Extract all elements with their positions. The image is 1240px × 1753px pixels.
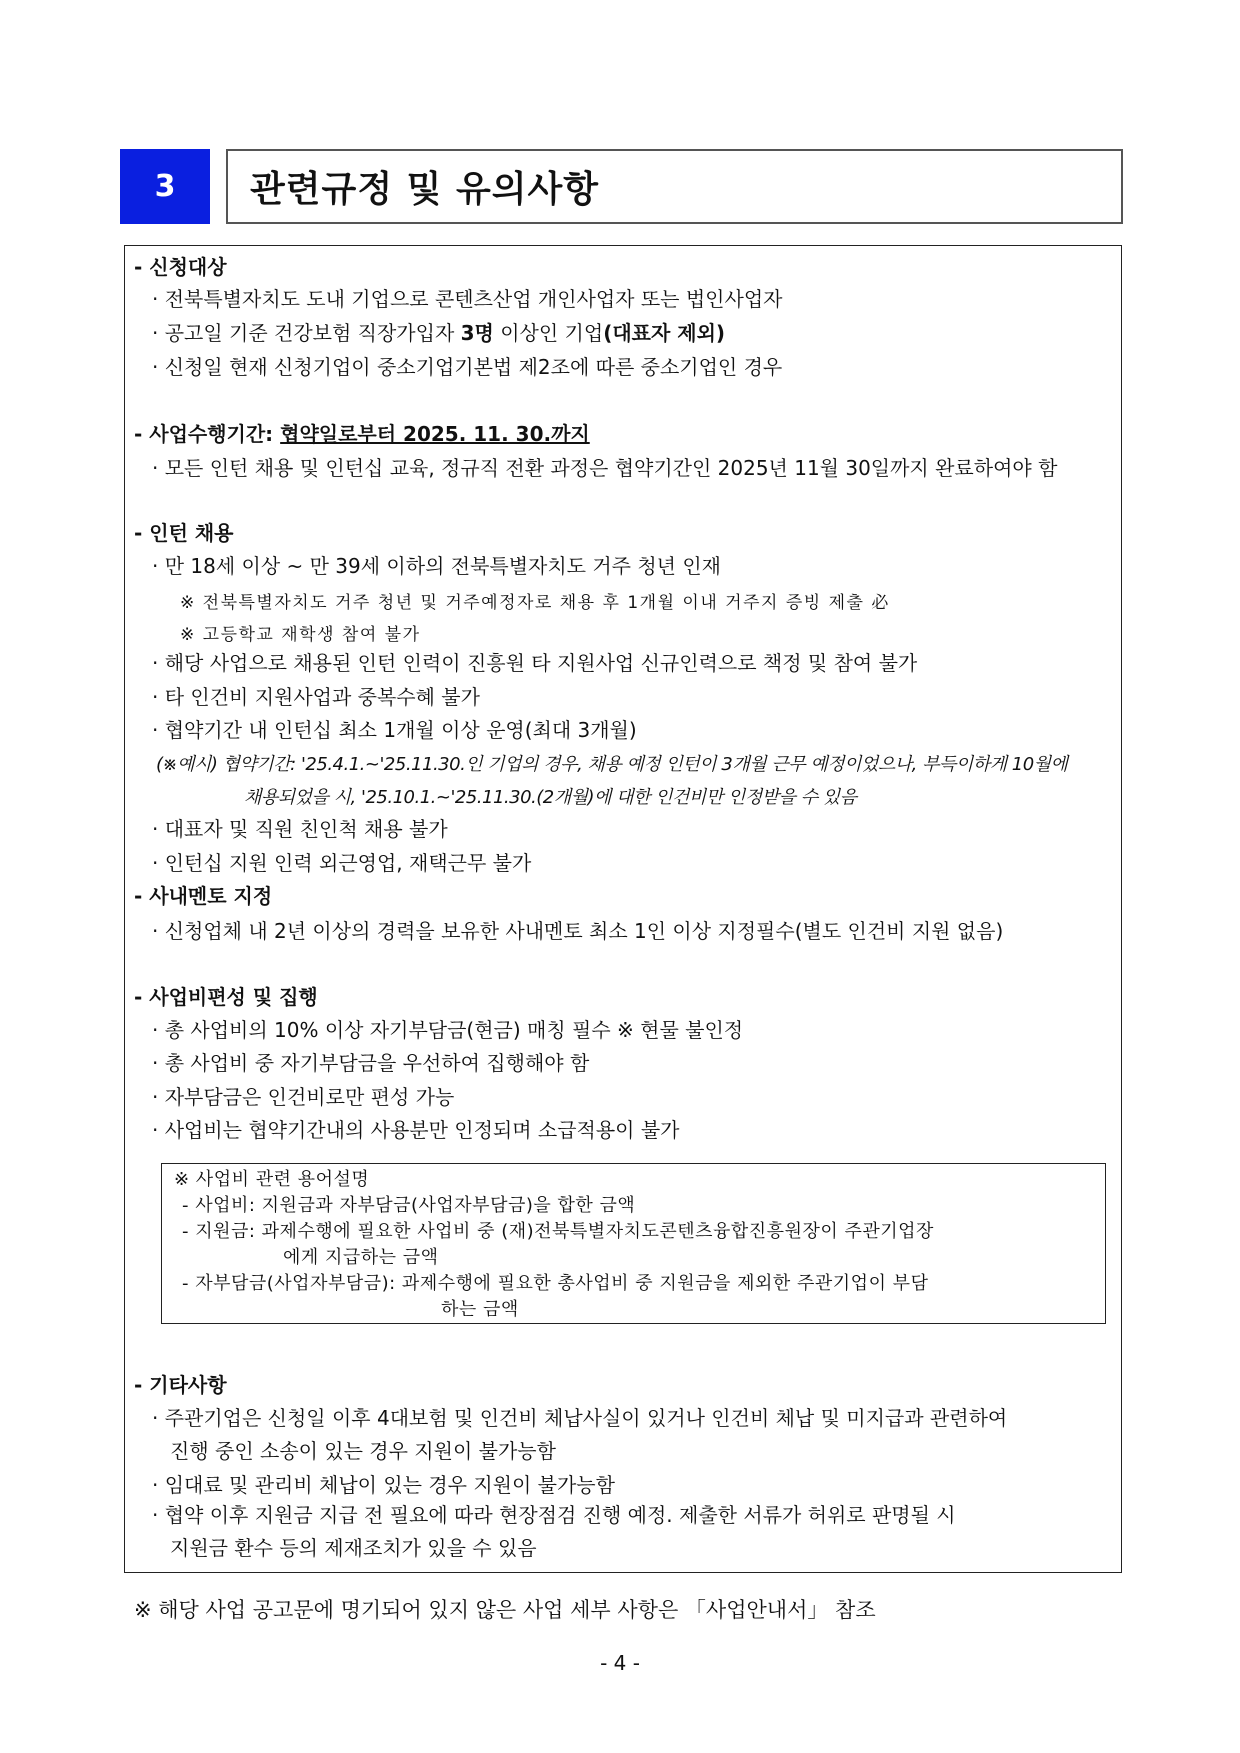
list-item	[152, 320, 725, 346]
list-item: · 자부담금은 인건비로만 편성 가능	[152, 1085, 455, 1109]
note-item: ※ 전북특별자치도 거주 청년 및 거주예정자로 채용 후 1개월 이내 거주지 증빙 제출 必	[180, 593, 890, 613]
list-item: · 총 사업비 중 자기부담금을 우선하여 집행해야 함	[152, 1051, 590, 1075]
list-item: · 임대료 및 관리비 체납이 있는 경우 지원이 불가능함	[152, 1473, 615, 1497]
section-title: 관련규정 및 유의사항	[226, 149, 1123, 224]
emphasis-exclusion: (대표자 제외)	[603, 321, 726, 345]
heading-eligibility: - 신청대상	[134, 255, 227, 279]
glossary-item: - 사업비: 지원금과 자부담금(사업자부담금)을 합한 금액	[182, 1195, 636, 1216]
glossary-item: - 지원금: 과제수행에 필요한 사업비 중 (재)전북특별자치도콘텐츠융합진흥원장이 주관기업장	[182, 1221, 934, 1242]
heading-intern: - 인턴 채용	[134, 521, 234, 545]
heading-etc: - 기타사항	[134, 1373, 227, 1397]
list-item: · 신청업체 내 2년 이상의 경력을 보유한 사내멘토 최소 1인 이상 지정필수(별도 인건비 지원 없음)	[152, 919, 1004, 943]
list-item: · 협약 이후 지원금 지급 전 필요에 따라 현장점검 진행 예정. 제출한 서류가 허위로 판명될 시	[152, 1503, 956, 1527]
list-item-cont: 지원금 환수 등의 제재조치가 있을 수 있음	[170, 1536, 537, 1560]
footnote: ※ 해당 사업 공고문에 명기되어 있지 않은 사업 세부 사항은 「사업안내서」 참조	[134, 1598, 876, 1622]
note-item: ※ 고등학교 재학생 참여 불가	[180, 625, 421, 645]
list-item: · 사업비는 협약기간내의 사용분만 인정되며 소급적용이 불가	[152, 1118, 680, 1142]
emphasis-count: 3명	[460, 321, 494, 345]
heading-period-value: 협약일로부터 2025. 11. 30.까지	[280, 422, 590, 446]
glossary-item: - 자부담금(사업자부담금): 과제수행에 필요한 총사업비 중 지원금을 제외한 주관기업이 부담	[182, 1273, 929, 1294]
heading-budget: - 사업비편성 및 집행	[134, 985, 318, 1009]
list-item: · 타 인건비 지원사업과 중복수혜 불가	[152, 685, 480, 709]
list-item: · 총 사업비의 10% 이상 자기부담금(현금) 매칭 필수 ※ 현물 불인정	[152, 1018, 744, 1042]
list-item-cont: 진행 중인 소송이 있는 경우 지원이 불가능함	[170, 1439, 556, 1463]
example-text: 채용되었을 시, '25.10.1.~'25.11.30.(2개월)에 대한 인건비만 인정받을 수 있음	[244, 787, 857, 808]
list-item-text: · 공고일 기준 건강보험 직장가입자	[152, 321, 461, 345]
list-item: · 모든 인턴 채용 및 인턴십 교육, 정규직 전환 과정은 협약기간인 2025년 11월 30일까지 완료하여야 함	[152, 456, 1058, 480]
example-text: (※예시) 협약기간: '25.4.1.~'25.11.30.인 기업의 경우, 채용 예정 인턴이 3개월 근무 예정이었으나, 부득이하게 10월에	[156, 754, 1068, 775]
list-item: · 대표자 및 직원 친인척 채용 불가	[152, 817, 448, 841]
heading-period-label: - 사업수행기간:	[134, 422, 281, 446]
list-item: · 만 18세 이상 ~ 만 39세 이하의 전북특별자치도 거주 청년 인재	[152, 554, 721, 578]
glossary-title: ※ 사업비 관련 용어설명	[174, 1169, 370, 1190]
heading-mentor: - 사내멘토 지정	[134, 884, 273, 908]
heading-period	[134, 421, 590, 447]
list-item: · 주관기업은 신청일 이후 4대보험 및 인건비 체납사실이 있거나 인건비 체납 및 미지급과 관련하여	[152, 1406, 1008, 1430]
list-item: · 협약기간 내 인턴십 최소 1개월 이상 운영(최대 3개월)	[152, 718, 637, 742]
list-item: · 해당 사업으로 채용된 인턴 인력이 진흥원 타 지원사업 신규인력으로 책정 및 참여 불가	[152, 651, 918, 675]
section-header	[120, 149, 1123, 224]
page-number: - 4 -	[600, 1651, 640, 1675]
glossary-item-cont: 하는 금액	[441, 1299, 519, 1320]
list-item-text: 이상인 기업	[493, 321, 604, 345]
list-item: · 신청일 현재 신청기업이 중소기업기본법 제2조에 따른 중소기업인 경우	[152, 355, 783, 379]
list-item: · 인턴십 지원 인력 외근영업, 재택근무 불가	[152, 851, 532, 875]
list-item: · 전북특별자치도 도내 기업으로 콘텐츠산업 개인사업자 또는 법인사업자	[152, 287, 783, 311]
section-number-badge: 3	[120, 149, 210, 224]
glossary-item-cont: 에게 지급하는 금액	[283, 1247, 439, 1268]
